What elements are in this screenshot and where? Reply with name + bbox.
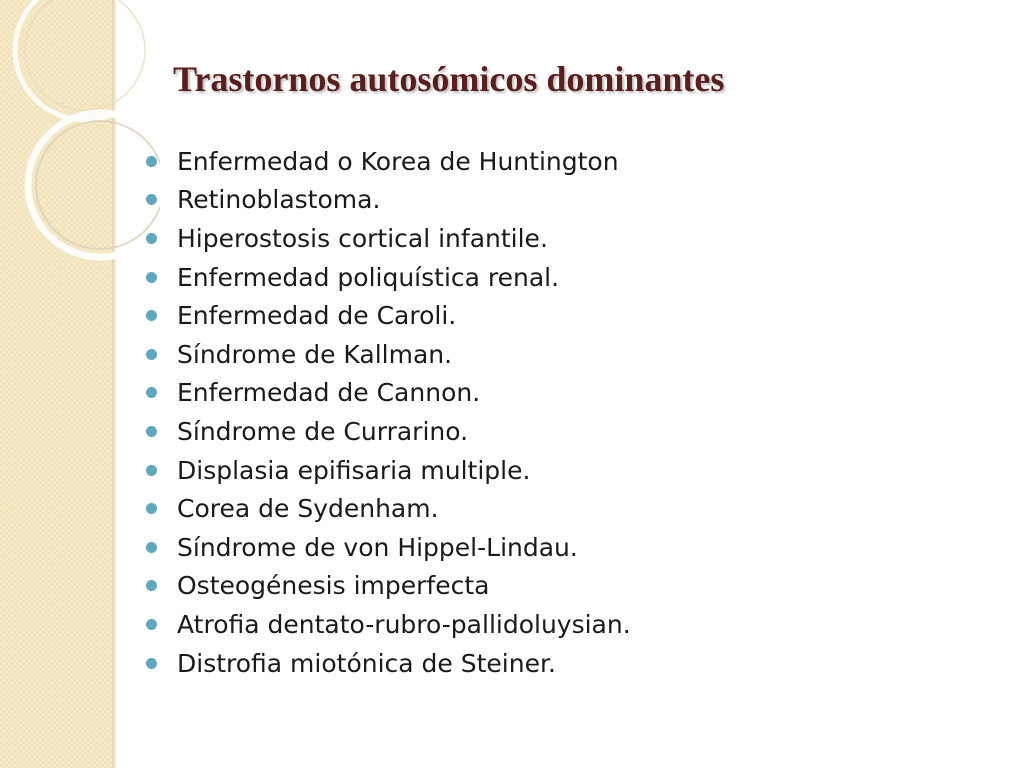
bullet-list	[146, 142, 631, 682]
list-item-text: Displasia epifisaria multiple.	[177, 455, 531, 485]
bullet-icon	[146, 156, 157, 167]
list-item-text: Corea de Sydenham.	[177, 494, 439, 524]
list-item	[146, 374, 631, 413]
list-item-text: Síndrome de Kallman.	[177, 339, 453, 369]
list-item	[146, 335, 631, 374]
list-item	[146, 258, 631, 297]
list-item-text: Enfermedad poliquística renal.	[177, 262, 560, 292]
slide-title: Trastornos autosómicos dominantes	[173, 59, 725, 99]
list-item-text: Síndrome de Currarino.	[177, 416, 469, 446]
list-item	[146, 528, 631, 567]
bullet-icon	[146, 542, 157, 553]
bullet-icon	[146, 349, 157, 360]
list-item	[146, 412, 631, 451]
bullet-icon	[146, 658, 157, 669]
decorative-circles-icon	[0, 0, 160, 300]
bullet-icon	[146, 272, 157, 283]
list-item	[146, 296, 631, 335]
bullet-icon	[146, 426, 157, 437]
list-item	[146, 181, 631, 220]
list-item	[146, 644, 631, 683]
list-item-text: Enfermedad de Cannon.	[177, 378, 481, 408]
list-item-text: Osteogénesis imperfecta	[177, 571, 490, 601]
list-item	[146, 489, 631, 528]
bullet-icon	[146, 619, 157, 630]
bullet-icon	[146, 387, 157, 398]
list-item-text: Enfermedad o Korea de Huntington	[177, 146, 619, 176]
bullet-icon	[146, 580, 157, 591]
list-item	[146, 567, 631, 606]
list-item	[146, 451, 631, 490]
list-item-text: Retinoblastoma.	[177, 185, 381, 215]
list-item-text: Atrofia dentato-rubro-pallidoluysian.	[177, 609, 631, 639]
list-item-text: Síndrome de von Hippel-Lindau.	[177, 532, 578, 562]
list-item-text: Distrofia miotónica de Steiner.	[177, 648, 556, 678]
list-item	[146, 142, 631, 181]
bullet-icon	[146, 465, 157, 476]
bullet-icon	[146, 503, 157, 514]
list-item-text: Hiperostosis cortical infantile.	[177, 223, 548, 253]
list-item	[146, 219, 631, 258]
bullet-icon	[146, 310, 157, 321]
list-item-text: Enfermedad de Caroli.	[177, 301, 457, 331]
bullet-icon	[146, 194, 157, 205]
bullet-icon	[146, 233, 157, 244]
list-item	[146, 605, 631, 644]
